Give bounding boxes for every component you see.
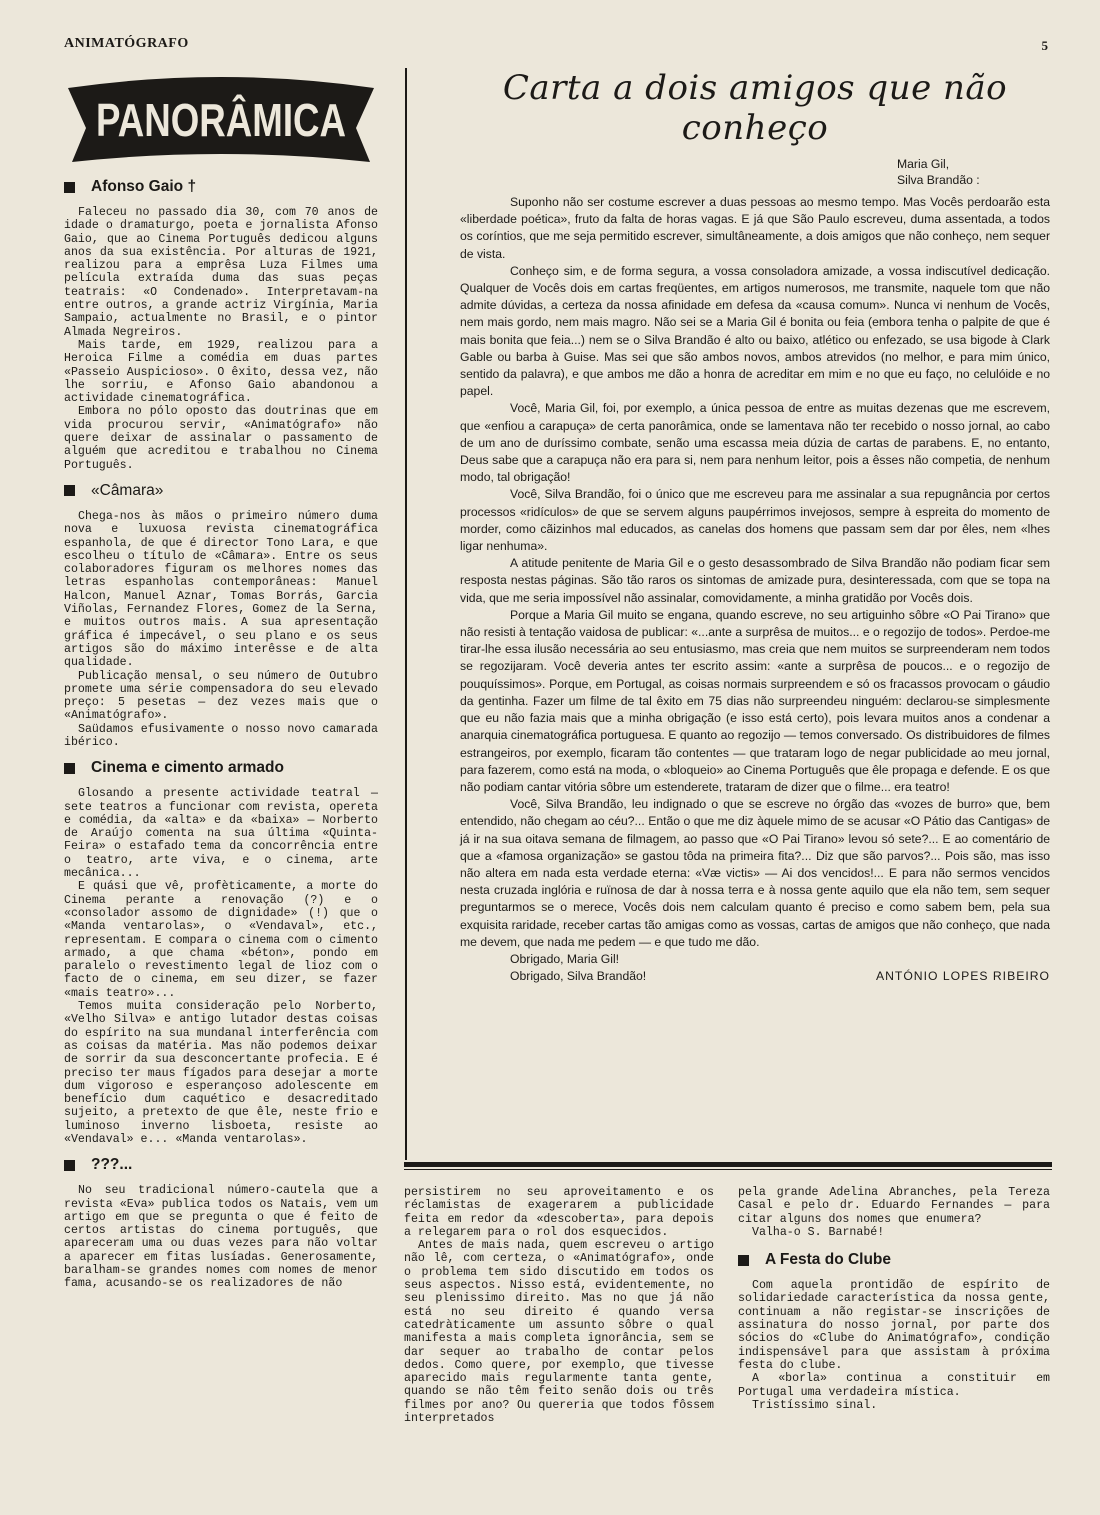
paragraph: Conheço sim, e de forma segura, a vossa consoladora amizade, a vossa indiscutível dedicação. Qualquer de Vocês dois em cartas freqüentes, em artigos numerosos, me transmite, naquele tom que não admite dúvidas, a certeza da nossa afinidade em defesa da «causa comum». Nunca vi nenhum de Vocês, nem mais gordo, nem mais magro. Não sei se a Maria Gil é bonita ou feia (embora tenha o palpite de que é mais bonita que feia...) nem se o Silva Brandão é alto ou baixo, atlético ou enfezado, se usa bigode à Clark Gable ou barba à Guise. Mas sei que são ambos novos, ambos atrevidos (no melhor, e para mim único, sentido da palavra), e que ambos me dão a honra de acreditar em mim e no que eu faço, no celulóide e no papel. bbox=[460, 263, 1050, 399]
page-number: 5 bbox=[1041, 38, 1048, 53]
continuation-column-2 bbox=[738, 1186, 1050, 1412]
paragraph: Antes de mais nada, quem escreveu o artigo não lê, com certeza, o «Animatógrafo», onde o problema tem sido discutido em todos os seus aspectos. Nisso está, evidentemente, no seu plenissimo direito. Mas no que já não está no seu direito é quando versa catedràticamente um assunto sôbre o qual manifesta a mais completa ignorância, sem se dar sequer ao trabalho de contar pelos dedos. Como quere, por exemplo, que tivesse aparecido mais regularmente tanta gente, quando se não têm feito senão dois ou três filmes por ano? Ou quereria que todos fôssem interpretados bbox=[404, 1239, 714, 1426]
paragraph: Você, Maria Gil, foi, por exemplo, a única pessoa de entre as muitas dezenas que me escrevem, que «enfiou a carapuça» de certa panorâmica, onde se lamentava não ter recebido o nosso jornal, ao cabo de um ano de duríssimo combate, senão uma escassa meia dúzia de cartas de parabens. E, no entanto, Deus sabe que a carapuça não era para si, nem para nenhum leitor, pois a êsses não competia, de nenhum modo, tal obrigação! bbox=[460, 401, 1050, 485]
paragraph: Embora no pólo oposto das doutrinas que em vida procurou servir, «Animatógrafo» não quere deixar de assinalar o passamento de alguém que acreditou e trabalhou no Cinema Português. bbox=[64, 405, 378, 472]
paragraph: A atitude penitente de Maria Gil e o gesto desassombrado de Silva Brandão não podiam ficar sem resposta nestas páginas. São tão raros os sintomas de amizade pura, desinteressada, com que se topa na vida, que me seria impossível não assinalar, comovidamente, a minha gratidão por Vocês dois. bbox=[460, 556, 1050, 605]
paragraph: Porque a Maria Gil muito se engana, quando escreve, no seu artiguinho sôbre «O Pai Tirano» que não resisti à tentação vaidosa de publicar: «...ante a surprêsa de muitos... e o regozijo de todos». Perdoe-me tirar-lhe essa ilusão necessária ao seu entusiasmo, mas creia que nem muitos se surpreenderam nem todos se regozijaram. Você deveria antes ter escrito assim: «ante a surprêsa de poucos... e o regozijo de pouquíssimos». Porque, em Portugal, as coisas normais surpreendem e só os fracassos provocam o gáudio da gentinha. Fazer um filme de tal êxito em 75 dias não surpreendeu ninguém: declarou-se simplesmente que eu não fazia mais que a minha obrigação (e isso está certo), pois levara muitos anos a condenar a anarquia cinematográfica portuguesa. E quanto ao regozijo — temos conversado. Os distribuidores de filmes estrangeiros, por exemplo, ficaram tão contentes — que trataram logo de negar publicidade ao meu jornal, para fazerem, como está na moda, o «bloqueio» ao Cinema Português que êle propaga e defende. E os que não podiam cantar vitória sôbre um estenderete, trataram de dizer que o filme... era teatro! bbox=[460, 607, 1050, 794]
square-bullet-icon bbox=[64, 485, 75, 496]
section-question bbox=[64, 1156, 378, 1290]
salutation-line: Maria Gil, bbox=[897, 157, 950, 171]
section-afonso-gaio bbox=[64, 178, 378, 472]
paragraph: pela grande Adelina Abranches, pela Tereza Casal e pelo dr. Eduardo Fernandes — para citar alguns dos nomes que enumera? bbox=[738, 1186, 1050, 1226]
author-name: ANTÓNIO LOPES RIBEIRO bbox=[875, 969, 1050, 984]
square-bullet-icon bbox=[738, 1255, 749, 1266]
panoramica-banner bbox=[64, 66, 378, 170]
paragraph: A «borla» continua a constituir em Portugal uma verdadeira mística. bbox=[738, 1372, 1050, 1399]
paragraph: Faleceu no passado dia 30, com 70 anos de idade o dramaturgo, poeta e jornalista Afonso Gaio, que ao Cinema Português dedicou alguns anos da sua existência. Por alturas de 1921, realizou para a emprêsa Luza Filmes uma película extraída duma das suas peças teatrais: «O Condenado». Interpretavam-na entre outros, a grande actriz Virgínia, Maria Sampaio, actualmente no Brasil, e o pintor Almada Negreiros. bbox=[64, 206, 378, 339]
publication-name: ANIMATÓGRAFO bbox=[64, 36, 189, 51]
letter-body bbox=[460, 194, 1050, 951]
paragraph: Você, Silva Brandão, foi o único que me escreveu para me assinalar a sua repugnância por certos processos «ridículos» de que se servem alguns paupérrimos invejosos, sempre à espreita do momento de morder, como cãizinhos mal educados, as canelas dos homens que passam sem dar por êles, nem «lhes ligar nenhuma». bbox=[460, 487, 1050, 554]
paragraph: Saüdamos efusivamente o nosso novo camarada ibérico. bbox=[64, 722, 378, 749]
paragraph: Publicação mensal, o seu número de Outubro promete uma série compensadora do seu elevado preço: 5 pesetas — dez vezes mais que o «Animatógrafo». bbox=[64, 669, 378, 723]
square-bullet-icon bbox=[64, 1160, 75, 1171]
continuation-column-1 bbox=[404, 1186, 714, 1425]
paragraph: Você, Silva Brandão, leu indignado o que se escreve no órgão das «vozes de burro» que, bem entendido, não chegam ao céu?... Então o que me diz àquele mimo de se acusar «O Pátio das Cantigas» de já ir na sua oitava semana de filmagem, ao passo que «O Pai Tirano» levou só sete?... E ao comentário de que a «famosa organização» se gastou tôda na primeira fita?... Diz que são parvos?... Pois são, mas isso não altera em nada esta verdade eterna: «Væ victis» — Ai dos vencidos!... E para não sermos vencidos nesta cruzada inglória e ruïnosa de dar à nossa terra e à nossa gente aquilo que ela não tem, sem sequer preguntarmos se o merece, Vocês dois nem calculam quanto é preciso e como sabem bem, pela sua exquisita raridade, receber cartas tão amigas como as vossas, cartas de amigos que não conheço, que nada me devem, que nada me pedem — e que tudo me dão. bbox=[460, 797, 1050, 949]
horizontal-divider-thin bbox=[404, 1169, 1052, 1170]
letter-title: Carta a dois amigos que não conheço bbox=[502, 68, 1008, 148]
letter-article bbox=[460, 68, 1050, 985]
section-festa-clube bbox=[738, 1251, 1050, 1269]
section-title: A Festa do Clube bbox=[765, 1251, 892, 1269]
section-cinema-cimento bbox=[64, 759, 378, 1146]
closing-line: Obrigado, Silva Brandão! bbox=[510, 969, 647, 984]
paragraph: Glosando a presente actividade teatral — sete teatros a funcionar com revista, opereta e comédia, da «alta» e da «baixa» — Norberto de Araújo comenta na sua última «Quinta-Feira» o estafado tema da concorrência entre o teatro, arte viva, e o cinema, arte mecânica... bbox=[64, 787, 378, 881]
square-bullet-icon bbox=[64, 763, 75, 774]
section-title: Afonso Gaio † bbox=[91, 178, 197, 195]
paragraph: E quási que vê, profèticamente, a morte do Cinema perante a renovação (?) e o «consolador assomo de dignidade» (!) que o «Manda ventarolas», o «Vendaval», etc., representam. E compara o cinema com o cimento armado, a que chama «béton», pondo em paralelo o revestimento legal de lioz com o facto de o cinema, em seu dizer, se fazer «mais teatro»... bbox=[64, 880, 378, 1000]
horizontal-divider bbox=[404, 1162, 1052, 1167]
signoff bbox=[510, 968, 1050, 985]
section-title: «Câmara» bbox=[91, 481, 164, 499]
square-bullet-icon bbox=[64, 182, 75, 193]
paragraph: Temos muita consideração pelo Norberto, «Velho Silva» e antigo lutador destas coisas do espírito na sua mundanal interferência com as coisas da matéria. Mas não podemos deixar de sorrir da sua desconcertante profecia. E é preciso ter maus fígados para desejar a morte dum vigoroso e esperançoso adolescente em benefício dum caquético e desacreditado sujeito, a pretexto de que êle, neste frio e luminoso inverno lisboeta, resiste ao «Vendaval» e... «Manda ventarolas». bbox=[64, 1000, 378, 1146]
paragraph: Tristíssimo sinal. bbox=[752, 1398, 878, 1412]
paragraph: No seu tradicional número-cautela que a revista «Eva» publica todos os Natais, vem um artigo em que se pregunta o que é feito de certos artistas do cinema português, que apareceram uma ou duas vezes para não voltar a aparecer em fitas lusíadas. Generosamente, baralham-se grandes nomes com nomes de menor fama, acusando-se os realizadores de não bbox=[64, 1184, 378, 1291]
section-camara bbox=[64, 482, 378, 749]
left-column bbox=[64, 66, 378, 1301]
section-title: Cinema e cimento armado bbox=[91, 759, 284, 777]
column-divider bbox=[405, 68, 407, 1160]
section-title: ???... bbox=[91, 1156, 133, 1174]
paragraph: persistirem no seu aproveitamento e os réclamistas de exagerarem a publicidade feita em redor da «descoberta», para depois a relegarem para o rol dos esquecidos. bbox=[404, 1186, 714, 1239]
paragraph: Suponho não ser costume escrever a duas pessoas ao mesmo tempo. Mas Vocês perdoarão esta «liberdade poética», fruto da falta de horas vagas. E já que São Paulo escreveu, duma assentada, a todos os coríntios, que me seja permitido escrever, simultâneamente, a dois amigos que não conheço, nem sequer de vista. bbox=[460, 195, 1050, 261]
salutation bbox=[897, 156, 1050, 188]
paragraph: Valha-o S. Barnabé! bbox=[752, 1225, 885, 1239]
salutation-line: Silva Brandão : bbox=[897, 173, 980, 187]
paragraph: Mais tarde, em 1929, realizou para a Heroica Filme a comédia em duas partes «Passeio Auspicioso». O êxito, dessa vez, não lhe sorriu, e Afonso Gaio abandonou a actividade cinematográfica. bbox=[64, 338, 378, 406]
panoramica-title: PANORÂMICA bbox=[96, 94, 346, 146]
paragraph: Chega-nos às mãos o primeiro número duma nova e luxuosa revista cinematográfica espanhola, de que é director Tono Lara, e que escolheu o título de «Câmara». Entre os seus colaboradores figuram os melhores nomes das letras espanholas contemporâneas: Manuel Halcon, Manuel Aznar, Tomas Borrás, Garcia Viñolas, Fernandez Flores, Gomez de la Serna, e muitos outros mais. A sua apresentação gráfica é impecável, o seu plano e os seus artigos são do máximo interêsse e de alta qualidade. bbox=[64, 509, 378, 670]
paragraph: Com aquela prontidão de espírito de solidariedade característica da nossa gente, continuam a não registar-se inscrições de assinatura do nosso jornal, por parte dos sócios do «Clube do Animatógrafo», condição indispensável para que assistam à próxima festa do clube. bbox=[738, 1279, 1050, 1372]
closing-line: Obrigado, Maria Gil! bbox=[510, 951, 620, 966]
